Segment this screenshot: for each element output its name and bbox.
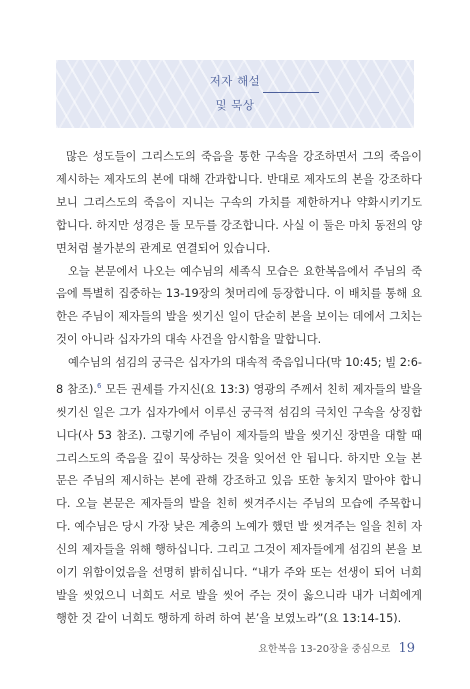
- footer-section-title: 요한복음 13-20장을 중심으로: [258, 644, 391, 655]
- page-footer: [258, 640, 415, 656]
- banner-title: 저자 해설: [209, 74, 261, 88]
- banner-divider: [263, 92, 319, 93]
- paragraph-3: [56, 352, 422, 631]
- paragraph-2: 오늘 본문에서 나오는 예수님의 세족식 모습은 요한복음에서 주님의 죽음에 특별히 집중하는 13-19장의 첫머리에 등장합니다. 이 배치를 통해 요한은 주님이 제자들의 발을 씻기신 일이 단순히 본을 보이는 데에서 그치는 것이 아니라 십자가의 대속 사건을 암시함을 말합니다.: [56, 264, 422, 347]
- page-number: 19: [398, 641, 415, 656]
- footnote-marker[interactable]: 6: [96, 382, 102, 391]
- body-text: [56, 146, 422, 631]
- paragraph-3-part-a: 예수님의 섬김의 궁극은 십자가의 대속적 죽음입니다(막 10:45; 빌 2:6-8 참조).: [56, 356, 422, 396]
- paragraph-3-part-b: 모든 권세를 가지신(요 13:3) 영광의 주께서 친히 제자들의 발을 씻기신 일은 그가 십자가에서 이루신 궁극적 섬김의 극치인 구속을 상징합니다(사 53 참조). 그렇기에 주님이 제자들의 발을 씻기신 장면을 대할 때 그리스도의 죽음을 깊이 묵상하는 것을 잊어선 안 됩니다. 하지만 오늘 본문은 주님의 제시하는 본에 관해 강조하고 있음 또한 놓치지 말아야 합니다. 오늘 본문은 제자들의 발을 친히 씻겨주시는 주님의 모습에 주목합니다. 예수님은 당시 가장 낮은 계층의 노예가 했던 발 씻겨주는 일을 친히 자신의 제자들을 위해 행하십니다. 그리고 그것이 제자들에게 섬김의 본을 보이기 위함이었음을 선명히 밝히십니다. “내가 주와 또는 선생이 되어 너희 발을 씻었으니 너희도 서로 발을 씻어 주는 것이 옳으니라 내가 너희에게 행한 것 같이 너희도 행하게 하려 하여 본’을 보였노라”(요 13:14-15).: [56, 382, 422, 625]
- banner-subtitle: 및 묵상: [215, 98, 255, 112]
- chapter-banner: [56, 60, 414, 128]
- paragraph-1: 많은 성도들이 그리스도의 죽음을 통한 구속을 강조하면서 그의 죽음이 제시하는 제자도의 본에 대해 간과합니다. 반대로 제자도의 본을 강조하다 보니 그리스도의 죽음이 지니는 구속의 가치를 제한하거나 약화시키기도 합니다. 하지만 성경은 둘 모두를 강조합니다. 사실 이 둘은 마치 동전의 양면처럼 불가분의 관계로 연결되어 있습니다.: [56, 150, 422, 255]
